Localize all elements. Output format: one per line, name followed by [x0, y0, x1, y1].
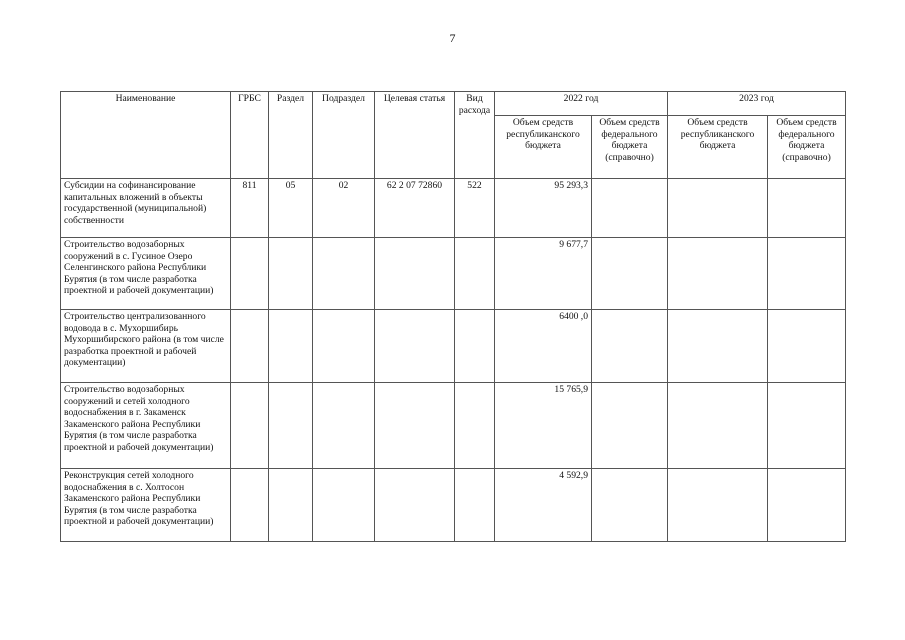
row-name: Строительство централизованного водовода в с. Мухоршибирь Мухоршибирского района (в том числе разработка проектной и рабочей документации) — [61, 310, 231, 383]
header-rep-2023: Объем средств республиканского бюджета — [668, 116, 768, 179]
row-rep-2023 — [668, 179, 768, 238]
header-fed-2022: Объем средств федерального бюджета (справочно) — [592, 116, 668, 179]
row-podrazdel — [313, 469, 375, 542]
header-podrazdel: Подраздел — [313, 92, 375, 179]
header-fed-2023: Объем средств федерального бюджета (справочно) — [768, 116, 846, 179]
header-year-2023: 2023 год — [668, 92, 846, 116]
row-fed-2023 — [768, 469, 846, 542]
row-rep-2022: 4 592,9 — [495, 469, 592, 542]
table-row — [61, 238, 846, 310]
row-rep-2022: 95 293,3 — [495, 179, 592, 238]
row-name: Строительство водозаборных сооружений в с. Гусиное Озеро Селенгинского района Республики Бурятия (в том числе разработка проектной и рабочей документации) — [61, 238, 231, 310]
header-razdel: Раздел — [269, 92, 313, 179]
header-name: Наименование — [61, 92, 231, 179]
row-celevaya — [375, 469, 455, 542]
row-fed-2023 — [768, 238, 846, 310]
row-celevaya — [375, 310, 455, 383]
row-grbs — [231, 238, 269, 310]
budget-table — [60, 91, 846, 542]
row-grbs — [231, 383, 269, 469]
row-celevaya — [375, 383, 455, 469]
header-celevaya: Целевая статья — [375, 92, 455, 179]
row-grbs — [231, 469, 269, 542]
header-rep-2022: Объем средств республиканского бюджета — [495, 116, 592, 179]
row-grbs: 811 — [231, 179, 269, 238]
page-number: 7 — [449, 31, 456, 45]
row-podrazdel — [313, 238, 375, 310]
row-rep-2023 — [668, 469, 768, 542]
row-name: Реконструкция сетей холодного водоснабжения в с. Холтосон Закаменского района Республики Бурятия (в том числе разработка проектной и рабочей документации) — [61, 469, 231, 542]
row-podrazdel — [313, 310, 375, 383]
row-grbs — [231, 310, 269, 383]
row-fed-2022 — [592, 310, 668, 383]
row-vid — [455, 383, 495, 469]
row-razdel — [269, 238, 313, 310]
table-row — [61, 383, 846, 469]
row-fed-2023 — [768, 179, 846, 238]
row-fed-2022 — [592, 238, 668, 310]
row-razdel — [269, 310, 313, 383]
table-row — [61, 179, 846, 238]
row-razdel — [269, 383, 313, 469]
row-fed-2023 — [768, 383, 846, 469]
row-rep-2022: 6400 ,0 — [495, 310, 592, 383]
row-fed-2022 — [592, 179, 668, 238]
row-name: Субсидии на софинансирование капитальных вложений в объекты государственной (муниципальной) собственности — [61, 179, 231, 238]
row-fed-2023 — [768, 310, 846, 383]
row-fed-2022 — [592, 383, 668, 469]
row-rep-2022: 15 765,9 — [495, 383, 592, 469]
row-vid — [455, 310, 495, 383]
row-razdel — [269, 469, 313, 542]
table-row — [61, 310, 846, 383]
row-rep-2023 — [668, 383, 768, 469]
row-name: Строительство водозаборных сооружений и сетей холодного водоснабжения в г. Закаменск Закаменского района Республики Бурятия (в том числе разработка проектной и рабочей документации) — [61, 383, 231, 469]
row-rep-2023 — [668, 238, 768, 310]
row-celevaya: 62 2 07 72860 — [375, 179, 455, 238]
row-razdel: 05 — [269, 179, 313, 238]
row-rep-2023 — [668, 310, 768, 383]
header-grbs: ГРБС — [231, 92, 269, 179]
header-row — [61, 92, 846, 116]
row-vid: 522 — [455, 179, 495, 238]
row-vid — [455, 238, 495, 310]
row-podrazdel: 02 — [313, 179, 375, 238]
row-fed-2022 — [592, 469, 668, 542]
row-rep-2022: 9 677,7 — [495, 238, 592, 310]
row-podrazdel — [313, 383, 375, 469]
header-year-2022: 2022 год — [495, 92, 668, 116]
row-celevaya — [375, 238, 455, 310]
header-vid: Вид расхода — [455, 92, 495, 179]
table-row — [61, 469, 846, 542]
row-vid — [455, 469, 495, 542]
